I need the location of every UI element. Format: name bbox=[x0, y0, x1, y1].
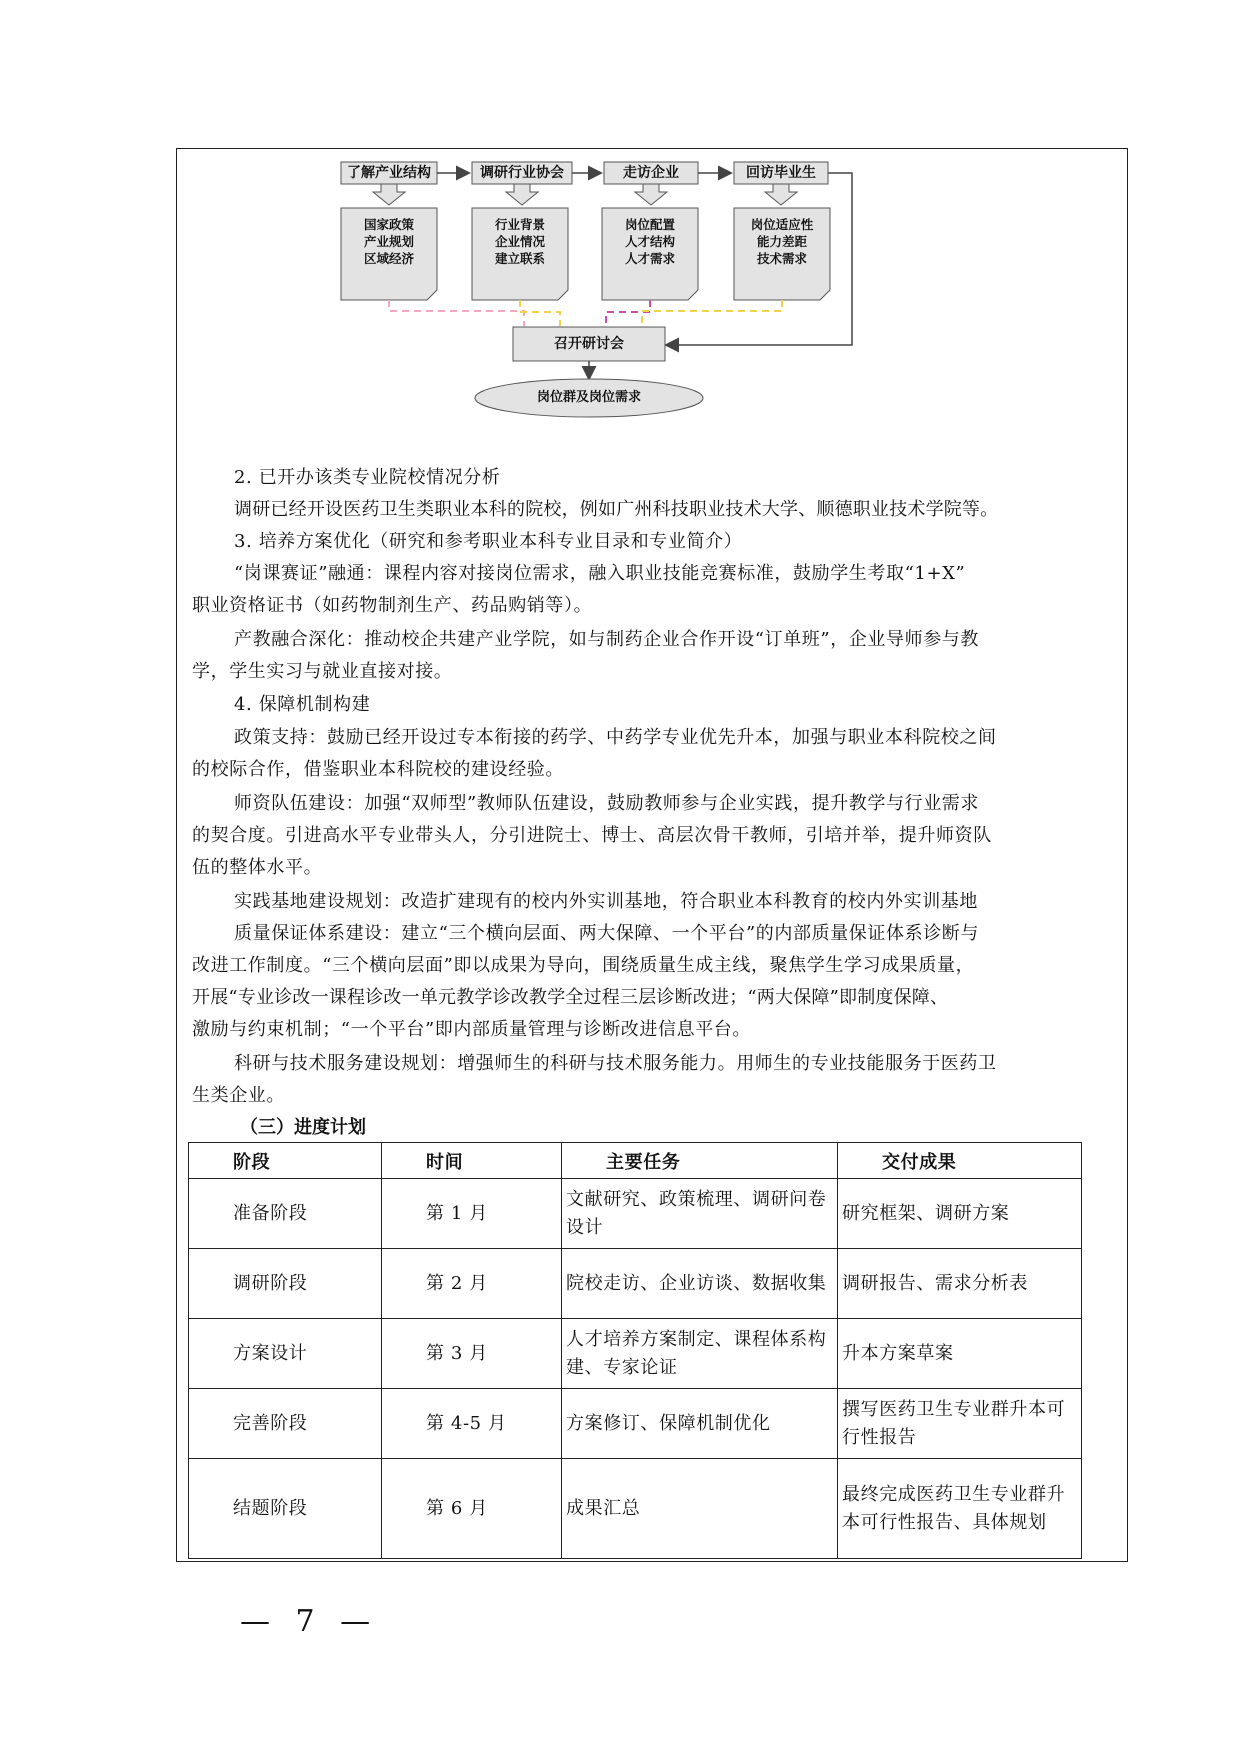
col-header-stage: 阶段 bbox=[189, 1143, 382, 1179]
table-row bbox=[189, 1319, 1082, 1389]
header-label-1: 了解产业结构 bbox=[347, 165, 431, 181]
para-research-2: 生类企业。 bbox=[192, 1085, 285, 1106]
down-arrow-3 bbox=[635, 184, 667, 205]
note-text-4 bbox=[734, 216, 830, 267]
cell-deliverable: 研究框架、调研方案 bbox=[838, 1179, 1082, 1249]
note-line: 能力差距 bbox=[756, 234, 807, 249]
col-header-task: 主要任务 bbox=[562, 1143, 838, 1179]
note-line: 企业情况 bbox=[494, 234, 545, 249]
section-title-schedule: （三）进度计划 bbox=[240, 1117, 366, 1138]
para-industry-2: 学，学生实习与就业直接对接。 bbox=[192, 661, 453, 682]
para-practice-base: 实践基地建设规划：改造扩建现有的校内外实训基地，符合职业本科教育的校内外实训基地 bbox=[234, 891, 978, 912]
para-policy-2: 的校际合作，借鉴职业本科院校的建设经验。 bbox=[192, 759, 564, 780]
para-policy-1: 政策支持：鼓励已经开设过专本衔接的药学、中药学专业优先升本，加强与职业本科院校之间 bbox=[234, 727, 997, 748]
page-number: — 7 — bbox=[240, 1604, 379, 1639]
note-line: 技术需求 bbox=[756, 251, 807, 266]
cell-task: 成果汇总 bbox=[562, 1459, 838, 1559]
schedule-table bbox=[188, 1142, 1082, 1559]
note-line: 岗位适应性 bbox=[750, 217, 814, 232]
para-course-cert-2: 职业资格证书（如药物制剂生产、药品购销等）。 bbox=[192, 595, 593, 616]
table-row bbox=[189, 1179, 1082, 1249]
para-quality-4: 激励与约束机制；“一个平台”即内部质量管理与诊断改进信息平台。 bbox=[192, 1019, 752, 1040]
cell-task: 人才培养方案制定、课程体系构建、专家论证 bbox=[562, 1319, 838, 1389]
cell-deliverable: 撰写医药卫生专业群升本可行性报告 bbox=[838, 1389, 1082, 1459]
para-faculty-1: 师资队伍建设：加强“双师型”教师队伍建设，鼓励教师参与企业实践，提升教学与行业需求 bbox=[234, 793, 979, 814]
note-line: 人才结构 bbox=[624, 234, 675, 249]
cell-stage: 准备阶段 bbox=[189, 1179, 382, 1249]
result-label: 岗位群及岗位需求 bbox=[536, 390, 641, 405]
cell-time: 第 2 月 bbox=[382, 1249, 562, 1319]
cell-stage: 完善阶段 bbox=[189, 1389, 382, 1459]
cell-time: 第 6 月 bbox=[382, 1459, 562, 1559]
meeting-label: 召开研讨会 bbox=[554, 336, 624, 352]
cell-time: 第 4-5 月 bbox=[382, 1389, 562, 1459]
cell-deliverable: 调研报告、需求分析表 bbox=[838, 1249, 1082, 1319]
table-row bbox=[189, 1459, 1082, 1559]
para-research-1: 科研与技术服务建设规划：增强师生的科研与技术服务能力。用师生的专业技能服务于医药卫 bbox=[234, 1053, 997, 1074]
note-text-3 bbox=[602, 216, 698, 267]
table-row bbox=[189, 1249, 1082, 1319]
cell-deliverable: 升本方案草案 bbox=[838, 1319, 1082, 1389]
para-course-cert-1: “岗课赛证”融通：课程内容对接岗位需求，融入职业技能竞赛标准，鼓励学生考取“1+X” bbox=[234, 563, 966, 584]
flow-diagram bbox=[0, 0, 1240, 440]
note-line: 区域经济 bbox=[363, 251, 414, 266]
heading-program-optimization: 3. 培养方案优化（研究和参考职业本科专业目录和专业简介） bbox=[234, 531, 743, 552]
note-line: 产业规划 bbox=[363, 234, 414, 249]
para-quality-1: 质量保证体系建设：建立“三个横向层面、两大保障、一个平台”的内部质量保证体系诊断与 bbox=[234, 923, 979, 944]
note-text-2 bbox=[472, 216, 568, 267]
cell-stage: 结题阶段 bbox=[189, 1459, 382, 1559]
col-header-deliverable: 交付成果 bbox=[838, 1143, 1082, 1179]
cell-time: 第 1 月 bbox=[382, 1179, 562, 1249]
cell-deliverable: 最终完成医药卫生专业群升本可行性报告、具体规划 bbox=[838, 1459, 1082, 1559]
para-quality-2: 改进工作制度。“三个横向层面”即以成果为导向，围绕质量生成主线，聚焦学生学习成果质量， bbox=[192, 955, 975, 976]
para-quality-3: 开展“专业诊改一课程诊改一单元教学诊改教学全过程三层诊断改进；“两大保障”即制度保障、 bbox=[192, 987, 949, 1008]
table-header-row bbox=[189, 1143, 1082, 1179]
header-label-4: 回访毕业生 bbox=[746, 165, 816, 181]
down-arrow-2 bbox=[506, 184, 538, 205]
cell-task: 文献研究、政策梳理、调研问卷设计 bbox=[562, 1179, 838, 1249]
header-label-2: 调研行业协会 bbox=[480, 165, 564, 181]
note-line: 岗位配置 bbox=[624, 217, 675, 232]
para-faculty-3: 伍的整体水平。 bbox=[192, 857, 323, 878]
note-line: 人才需求 bbox=[624, 251, 675, 266]
header-label-3: 走访企业 bbox=[623, 165, 679, 181]
note-line: 国家政策 bbox=[363, 217, 414, 232]
cell-task: 方案修订、保障机制优化 bbox=[562, 1389, 838, 1459]
col-header-time: 时间 bbox=[382, 1143, 562, 1179]
note-text-1 bbox=[341, 216, 437, 267]
cell-time: 第 3 月 bbox=[382, 1319, 562, 1389]
heading-guarantee: 4. 保障机制构建 bbox=[234, 694, 371, 715]
para-industry-1: 产教融合深化：推动校企共建产业学院，如与制药企业合作开设“订单班”，企业导师参与教 bbox=[234, 629, 979, 650]
heading-existing-schools: 2. 已开办该类专业院校情况分析 bbox=[234, 467, 501, 488]
note-line: 行业背景 bbox=[494, 217, 545, 232]
down-arrow-4 bbox=[765, 184, 797, 205]
para-faculty-2: 的契合度。引进高水平专业带头人，分引进院士、博士、高层次骨干教师，引培并举，提升师资队 bbox=[192, 825, 992, 846]
para-existing-schools: 调研已经开设医药卫生类职业本科的院校，例如广州科技职业技术大学、顺德职业技术学院等。 bbox=[234, 499, 999, 520]
cell-stage: 方案设计 bbox=[189, 1319, 382, 1389]
down-arrow-1 bbox=[373, 184, 405, 205]
table-row bbox=[189, 1389, 1082, 1459]
note-line: 建立联系 bbox=[494, 251, 545, 266]
cell-task: 院校走访、企业访谈、数据收集 bbox=[562, 1249, 838, 1319]
cell-stage: 调研阶段 bbox=[189, 1249, 382, 1319]
